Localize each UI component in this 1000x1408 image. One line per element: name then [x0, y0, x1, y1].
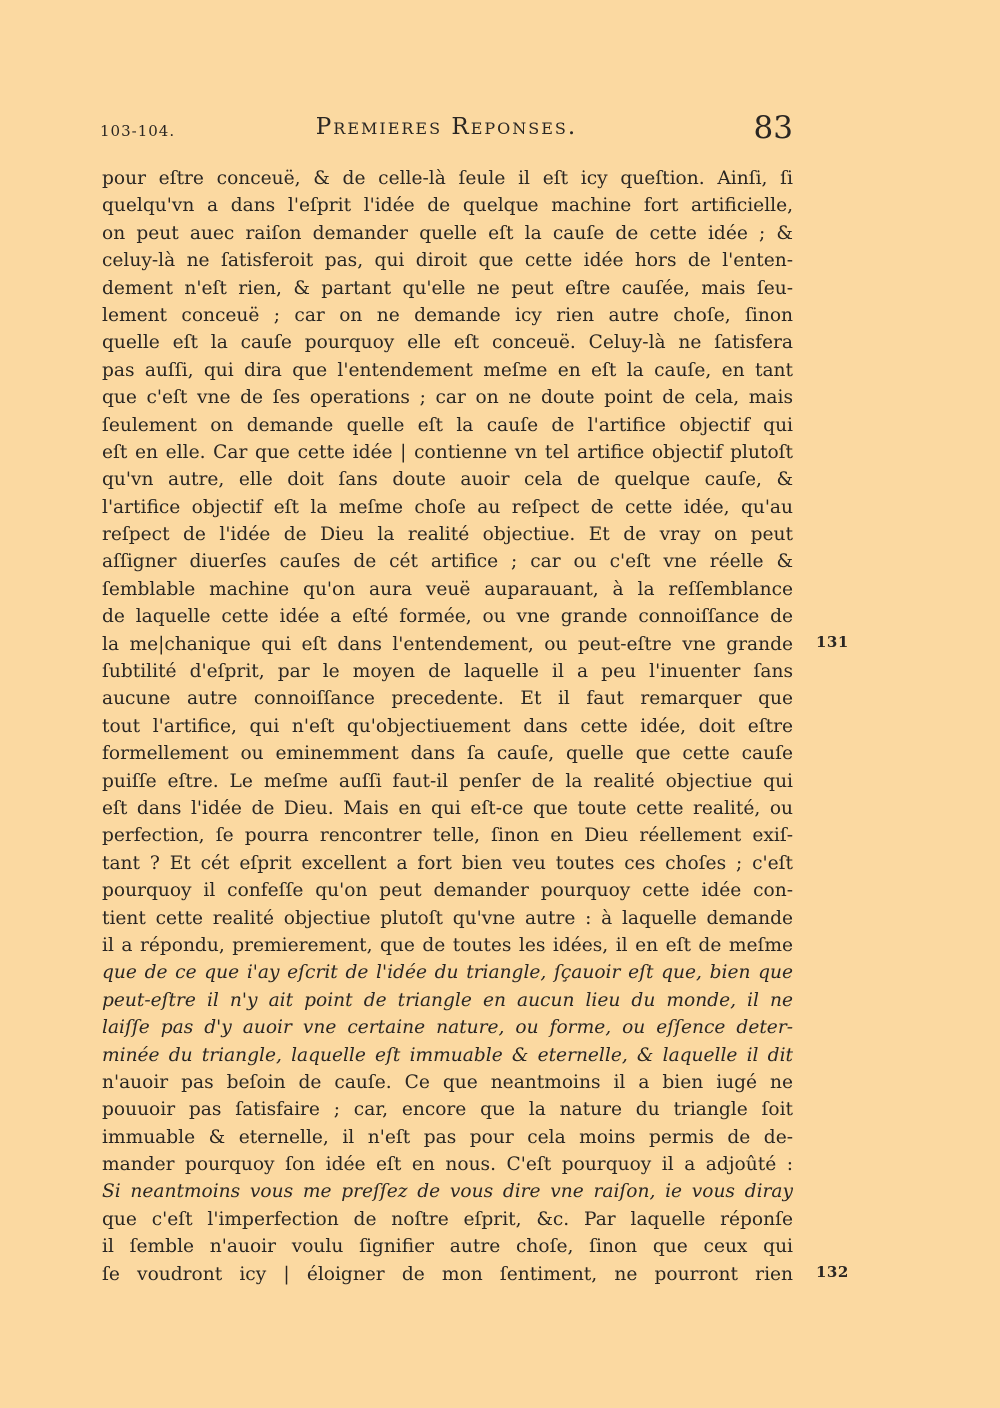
text-line: n'auoir pas beſoin de cauſe. Ce que neantmoins il a bien iugé ne [102, 1071, 793, 1093]
text-line: minée du triangle, laquelle eſt immuable & eternelle, & laquelle il dit [102, 1044, 793, 1066]
text-line: aſſigner diuerſes cauſes de cét artifice ; car ou c'eſt vne réelle & [102, 551, 793, 573]
text-line: ſubtilité d'eſprit, par le moyen de laquelle il a peu l'inuenter ſans [102, 661, 793, 683]
text-line: pourquoy il confeſſe qu'on peut demander pourquoy cette idée con- [102, 880, 793, 902]
text-line: il a répondu, premierement, que de toutes les idées, il en eſt de meſme [102, 934, 793, 956]
text-line: pouuoir pas ſatisfaire ; car, encore que la nature du triangle ſoit [102, 1099, 793, 1121]
text-line: eſt dans l'idée de Dieu. Mais en qui eſt-ce que toute cette realité, ou [102, 797, 793, 819]
text-line: immuable & eternelle, il n'eſt pas pour cela moins permis de de- [102, 1126, 793, 1148]
text-line: celuy-là ne ſatisferoit pas, qui diroit que cette idée hors de l'enten- [102, 250, 793, 272]
text-line: laiſſe pas d'y auoir vne certaine nature, ou forme, ou eſſence deter- [102, 1017, 793, 1039]
text-line: perfection, ſe pourra rencontrer telle, ſinon en Dieu réellement exiſ- [102, 825, 793, 847]
text-line: quelqu'vn a dans l'eſprit l'idée de quelque machine fort artificielle, [102, 195, 793, 217]
body-text [102, 165, 793, 1288]
text-line: aucune autre connoiſſance precedente. Et il faut remarquer que [102, 688, 793, 710]
text-line: tant ? Et cét eſprit excellent a fort bien veu toutes ces choſes ; c'eſt [102, 852, 793, 874]
text-line: puiſſe eſtre. Le meſme auſſi faut-il penſer de la realité objectiue qui [102, 770, 793, 792]
text-line: on peut auec raiſon demander quelle eſt la cauſe de cette idée ; & [102, 222, 793, 244]
text-line: la me|chanique qui eſt dans l'entendement, ou peut-eſtre vne grande [102, 633, 793, 655]
running-header [100, 112, 793, 152]
text-line: qu'vn autre, elle doit ſans doute auoir cela de quelque cauſe, & [102, 469, 793, 491]
margin-reference-number: 131 [816, 633, 849, 651]
text-line: l'artifice objectif eſt la meſme choſe au reſpect de cette idée, qu'au [102, 496, 793, 518]
text-line: eſt en elle. Car que cette idée | contienne vn tel artifice objectif plutoſt [102, 441, 793, 463]
text-line: ſe voudront icy | éloigner de mon ſentiment, ne pourront rien [102, 1263, 793, 1285]
text-line: que c'eſt l'imperfection de noſtre eſprit, &c. Par laquelle réponſe [102, 1208, 793, 1230]
margin-reference-number: 132 [816, 1263, 849, 1281]
text-line: lement conceuë ; car on ne demande icy rien autre choſe, ſinon [102, 304, 793, 326]
text-line: mander pourquoy ſon idée eſt en nous. C'eſt pourquoy il a adjoûté : [102, 1154, 793, 1176]
text-line: ſeulement on demande quelle eſt la cauſe de l'artifice objectif qui [102, 414, 793, 436]
text-line: pas auſſi, qui dira que l'entendement meſme en eſt la cauſe, en tant [102, 359, 793, 381]
text-line: reſpect de l'idée de Dieu la realité objectiue. Et de vray on peut [102, 524, 793, 546]
running-title: Premieres Reponses. [315, 114, 578, 140]
text-line: ſemblable machine qu'on aura veuë auparauant, à la reſſemblance [102, 578, 793, 600]
text-line: tout l'artifice, qui n'eſt qu'objectiuement dans cette idée, doit eſtre [102, 715, 793, 737]
text-line: pour eſtre conceuë, & de celle-là ſeule il eſt icy queſtion. Ainſi, ſi [102, 168, 793, 189]
page-number: 83 [753, 110, 793, 146]
text-line: dement n'eſt rien, & partant qu'elle ne peut eſtre cauſée, mais ſeu- [102, 277, 793, 299]
text-line: que c'eſt vne de ſes operations ; car on ne doute point de cela, mais [102, 387, 793, 409]
text-line: que de ce que i'ay eſcrit de l'idée du triangle, ſçauoir eſt que, bien que [102, 962, 793, 984]
text-line: formellement ou eminemment dans ſa cauſe, quelle que cette cauſe [102, 743, 793, 765]
text-line: Si neantmoins vous me preſſez de vous dire vne raiſon, ie vous diray [102, 1181, 793, 1203]
text-line: de laquelle cette idée a eſté formée, ou vne grande connoiſſance de [102, 606, 793, 628]
text-line: il ſemble n'auoir voulu ſignifier autre choſe, ſinon que ceux qui [102, 1236, 793, 1258]
text-line: quelle eſt la cauſe pourquoy elle eſt conceuë. Celuy-là ne ſatisfera [102, 332, 793, 354]
text-line: peut-eſtre il n'y ait point de triangle en aucun lieu du monde, il ne [102, 989, 793, 1011]
text-line: tient cette realité objectiue plutoſt qu'vne autre : à laquelle demande [102, 907, 793, 929]
page-range: 103-104. [100, 122, 176, 140]
